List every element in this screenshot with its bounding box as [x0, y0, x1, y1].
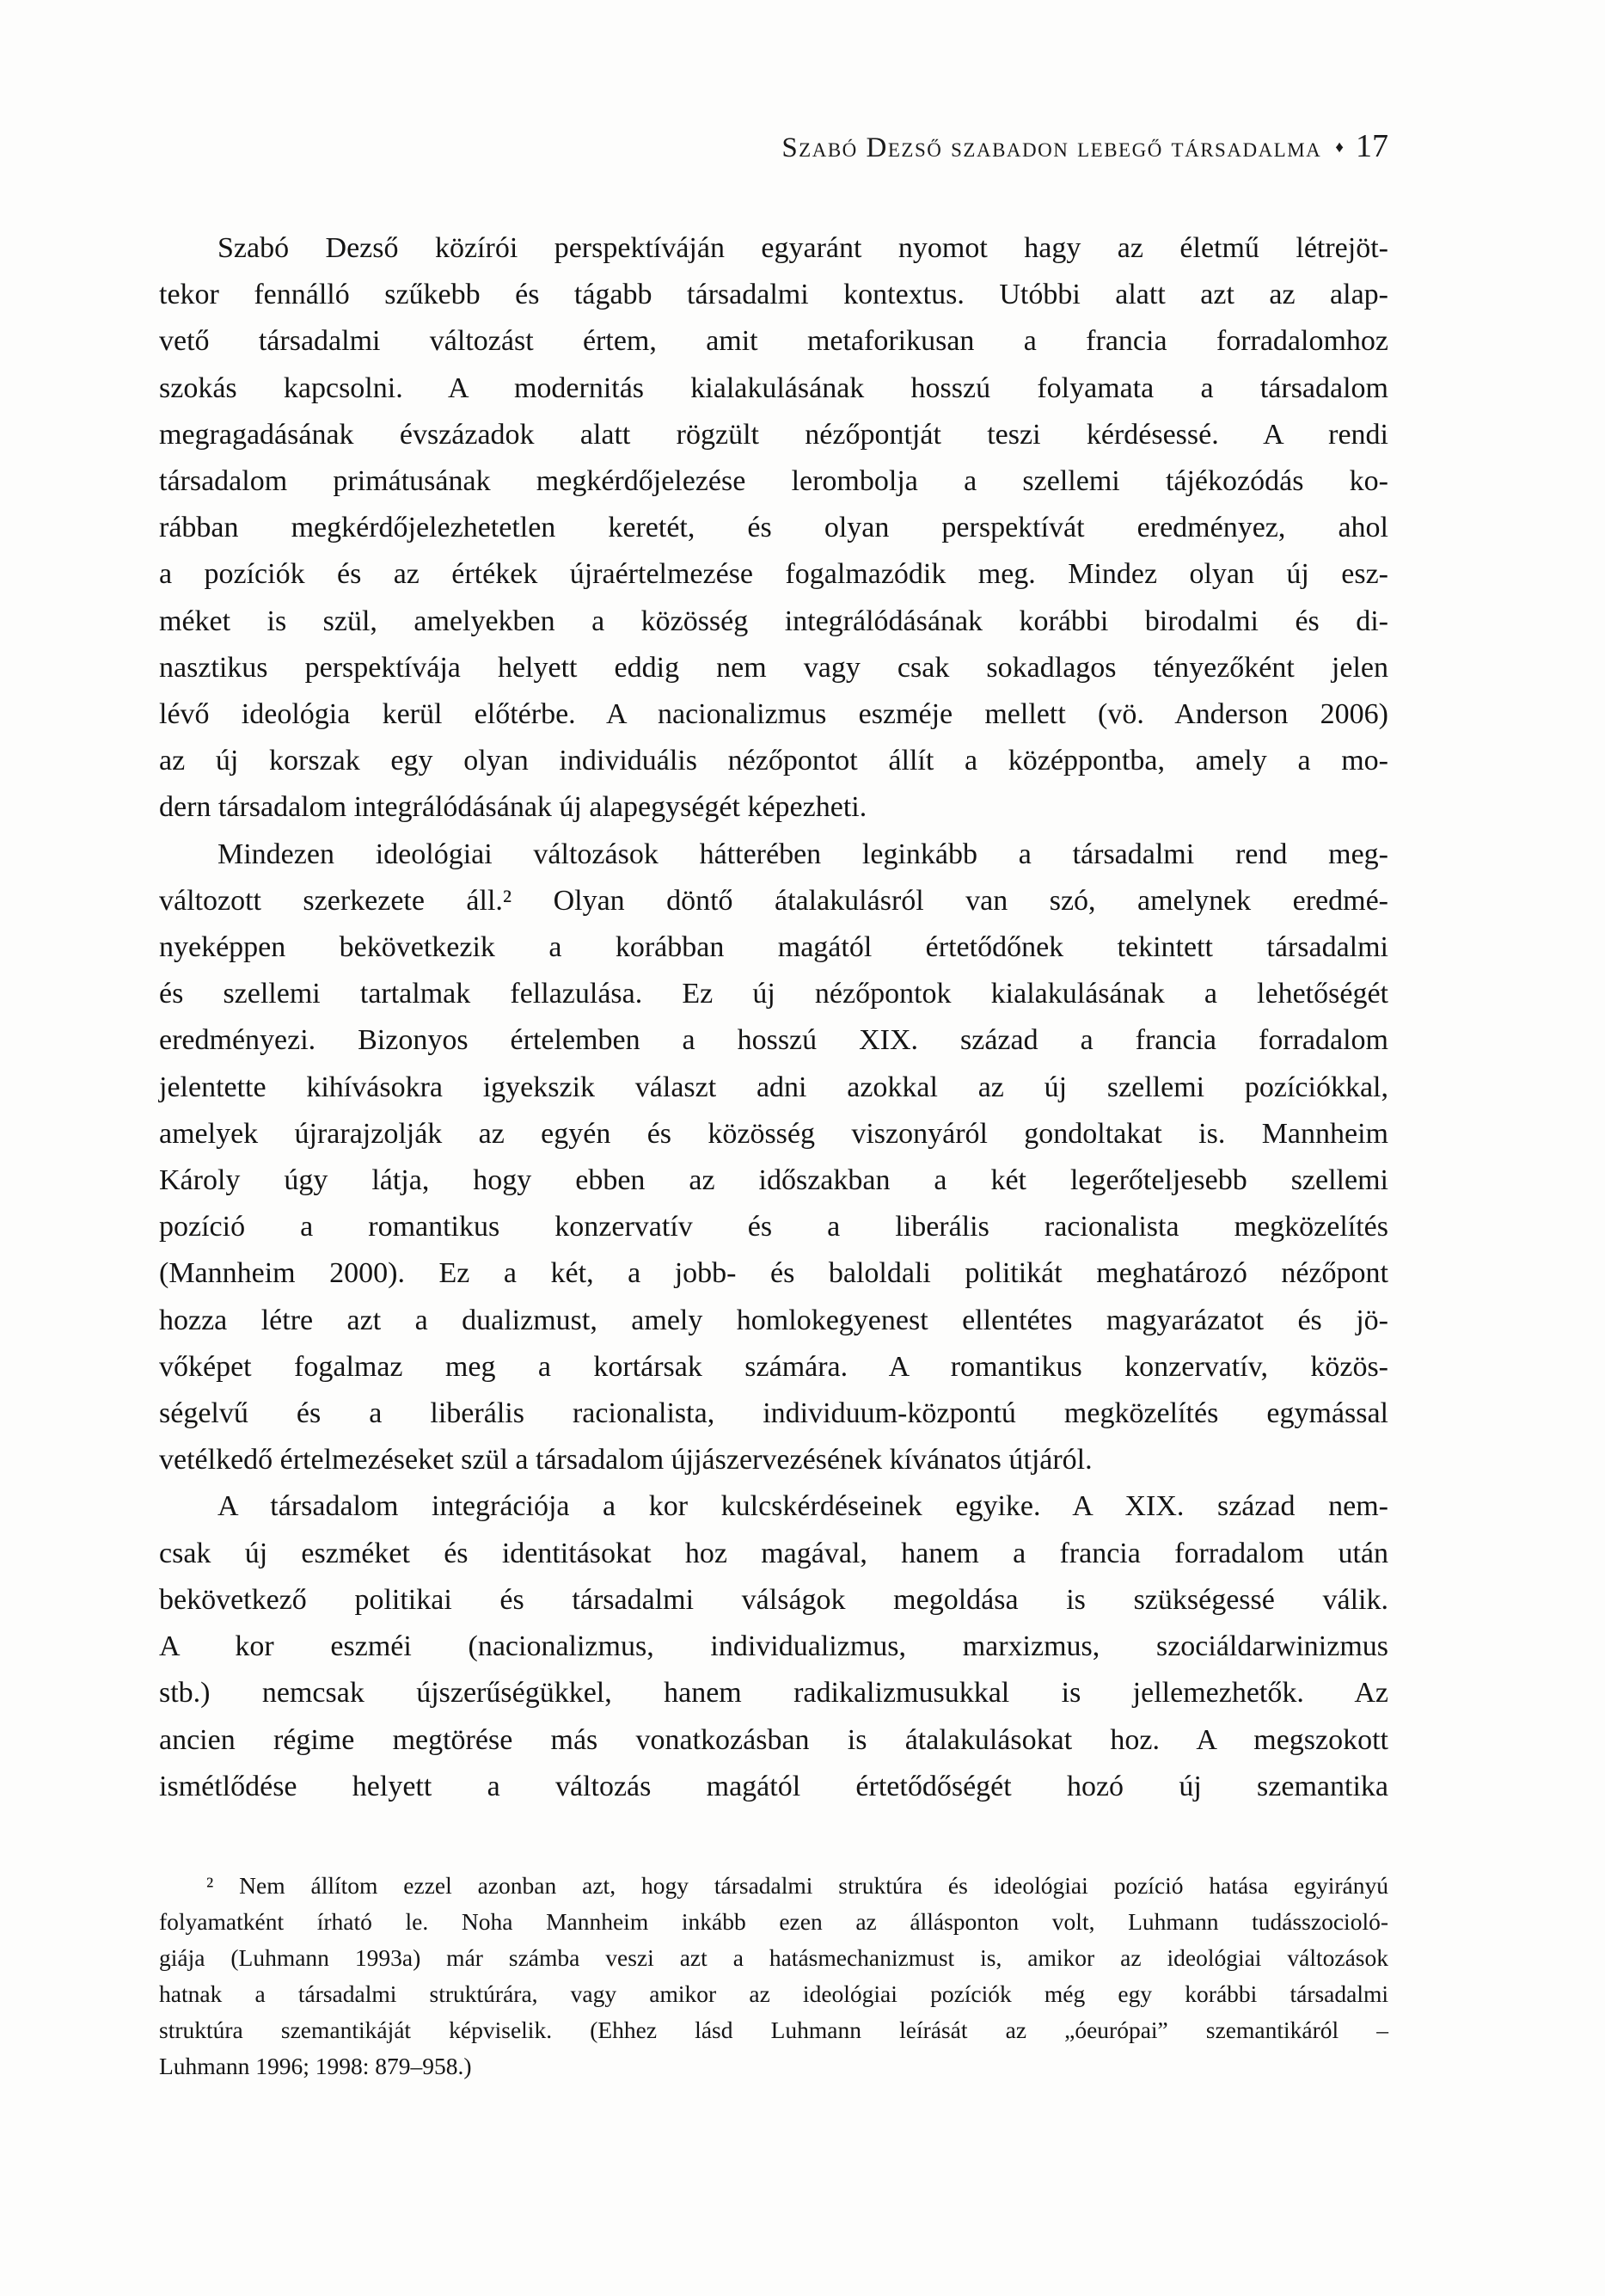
text-line: vőképet fogalmaz meg a kortársak számára. A romantikus konzervatív, közös-: [159, 1350, 1388, 1383]
text-line: tekor fennálló szűkebb és tágabb társadalmi kontextus. Utóbbi alatt azt az alap-: [159, 279, 1388, 311]
text-line: (Mannheim 2000). Ez a két, a jobb- és baloldali politikát meghatározó nézőpont: [159, 1257, 1388, 1290]
diamond-separator-icon: ♦: [1335, 138, 1344, 157]
text-line: csak új eszméket és identitásokat hoz magával, hanem a francia forradalom után: [159, 1537, 1388, 1569]
text-line: ancien régime megtörése más vonatkozásban is átalakulásokat hoz. A megszokott: [159, 1723, 1388, 1756]
paragraph: [159, 1483, 1388, 1809]
text-line: Luhmann 1996; 1998: 879–958.): [159, 2053, 472, 2079]
text-line: az új korszak egy olyan individuális nézőpontot állít a középpontba, amely a mo-: [159, 745, 1388, 777]
text-line: A kor eszméi (nacionalizmus, individualizmus, marxizmus, szociáldarwinizmus: [159, 1630, 1388, 1663]
text-line: rábban megkérdőjelezhetetlen keretét, és olyan perspektívát eredményez, ahol: [159, 512, 1388, 544]
paragraph: [159, 832, 1388, 1484]
text-line: ségelvű és a liberális racionalista, individuum-központú megközelítés egymással: [159, 1397, 1388, 1430]
text-line: Mindezen ideológiai változások hátterében leginkább a társadalmi rend meg-: [217, 838, 1388, 870]
text-line: stb.) nemcsak újszerűségükkel, hanem radikalizmusukkal is jellemezhetők. Az: [159, 1677, 1388, 1710]
text-line: struktúra szemantikáját képviselik. (Ehhez lásd Luhmann leírását az „óeurópai” szemantikáról –: [159, 2017, 1388, 2043]
text-line: A társadalom integrációja a kor kulcskérdéseinek egyike. A XIX. század nem-: [217, 1490, 1388, 1523]
body-text: [159, 225, 1388, 1810]
footnote: [159, 1868, 1388, 2084]
text-line: társadalom primátusának megkérdőjelezése lerombolja a szellemi tájékozódás ko-: [159, 465, 1388, 498]
text-line: ² Nem állítom ezzel azonban azt, hogy társadalmi struktúra és ideológiai pozíció hatása egyirányú: [206, 1872, 1388, 1899]
text-line: vető társadalmi változást értem, amit metaforikusan a francia forradalomhoz: [159, 325, 1388, 358]
text-line: eredményezi. Bizonyos értelemben a hosszú XIX. század a francia forradalom: [159, 1024, 1388, 1057]
text-line: folyamatként írható le. Noha Mannheim inkább ezen az állásponton volt, Luhmann tudásszocioló-: [159, 1908, 1388, 1935]
text-line: megragadásának évszázadok alatt rögzült nézőpontját teszi kérdésessé. A rendi: [159, 418, 1388, 451]
text-line: nyeképpen bekövetkezik a korábban magától értetődőnek tekintett társadalmi: [159, 931, 1388, 964]
text-line: jelentette kihívásokra igyekszik választ adni azokkal az új szellemi pozíciókkal,: [159, 1071, 1388, 1103]
text-line: bekövetkező politikai és társadalmi válságok megoldása is szükségessé válik.: [159, 1583, 1388, 1616]
text-line: giája (Luhmann 1993a) már számba veszi azt a hatásmechanizmust is, amikor az ideológiai változások: [159, 1944, 1388, 1971]
text-line: nasztikus perspektívája helyett eddig nem vagy csak sokadlagos tényezőként jelen: [159, 651, 1388, 684]
page-number: 17: [1356, 128, 1388, 164]
text-line: Szabó Dezső közírói perspektíváján egyaránt nyomot hagy az életmű létrejöt-: [217, 232, 1388, 264]
text-line: a pozíciók és az értékek újraértelmezése fogalmazódik meg. Mindez olyan új esz-: [159, 558, 1388, 591]
text-line: dern társadalom integrálódásának új alapegységét képezheti.: [159, 791, 867, 824]
text-line: szokás kapcsolni. A modernitás kialakulásának hosszú folyamata a társadalom: [159, 371, 1388, 404]
text-line: pozíció a romantikus konzervatív és a liberális racionalista megközelítés: [159, 1211, 1388, 1243]
paragraph: [159, 225, 1388, 832]
text-line: amelyek újrarajzolják az egyén és közösség viszonyáról gondoltakat is. Mannheim: [159, 1117, 1388, 1150]
running-header: [159, 127, 1388, 165]
text-line: és szellemi tartalmak fellazulása. Ez új nézőpontok kialakulásának a lehetőségét: [159, 978, 1388, 1010]
text-line: vetélkedő értelmezéseket szül a társadalom újjászervezésének kívánatos útjáról.: [159, 1444, 1093, 1476]
text-line: hatnak a társadalmi struktúrára, vagy amikor az ideológiai pozíciók még egy korábbi társadalmi: [159, 1980, 1388, 2007]
text-line: változott szerkezete áll.² Olyan döntő átalakulásról van szó, amelynek eredmé-: [159, 884, 1388, 917]
text-line: lévő ideológia kerül előtérbe. A nacionalizmus eszméje mellett (vö. Anderson 2006): [159, 698, 1388, 731]
text-line: ismétlődése helyett a változás magától értetődőségét hozó új szemantika: [159, 1770, 1388, 1802]
text-line: méket is szül, amelyekben a közösség integrálódásának korábbi birodalmi és di-: [159, 605, 1388, 637]
running-title: Szabó Dezső szabadon lebegő társadalma: [781, 132, 1322, 163]
text-line: Károly úgy látja, hogy ebben az időszakban a két legerőteljesebb szellemi: [159, 1164, 1388, 1197]
text-line: hozza létre azt a dualizmust, amely homlokegyenest ellentétes magyarázatot és jö-: [159, 1304, 1388, 1336]
